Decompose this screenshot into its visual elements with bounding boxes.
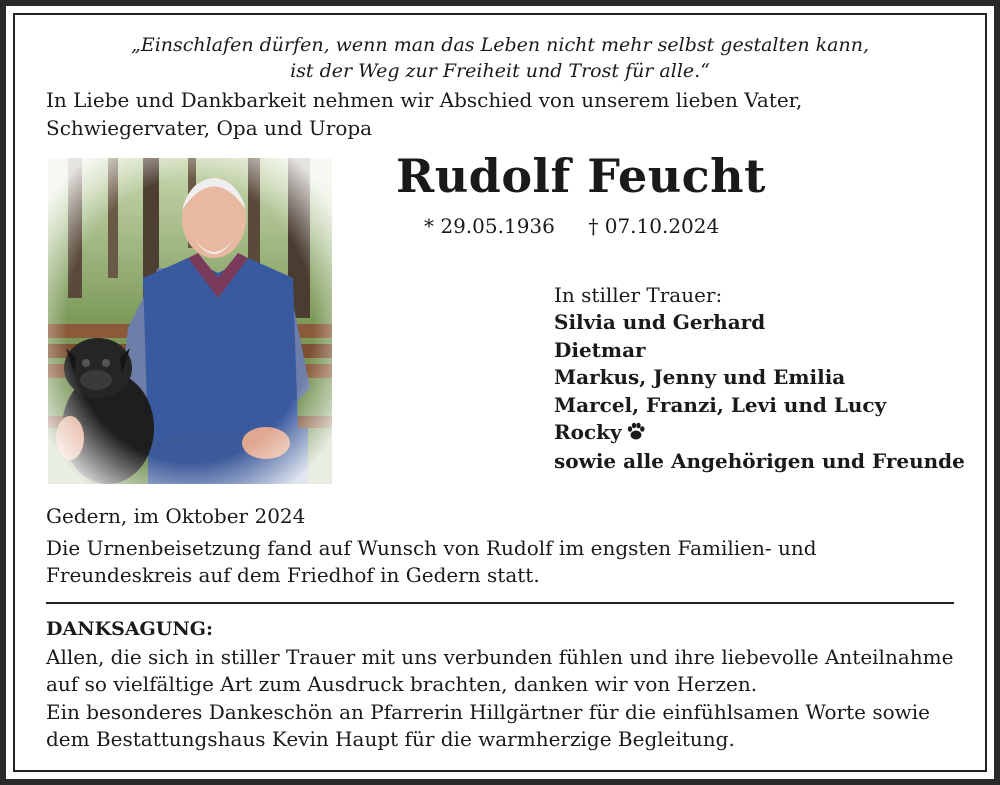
birth-date: * 29.05.1936	[424, 214, 555, 238]
death-date: † 07.10.2024	[588, 214, 720, 238]
motto-line-2: ist der Weg zur Freiheit und Trost für alle.“	[290, 60, 710, 82]
mourners-heading: In stiller Trauer:	[554, 283, 723, 307]
motto-quote	[6, 32, 994, 84]
mourners-block	[554, 282, 965, 476]
mourner-name: Silvia und Gerhard	[554, 310, 766, 335]
place-date: Gedern, im Oktober 2024	[46, 504, 306, 528]
acknowledgement-text	[46, 644, 966, 754]
paw-icon	[626, 421, 646, 448]
obituary-notice	[6, 6, 994, 779]
life-dates	[424, 212, 719, 240]
deceased-name: Rudolf Feucht	[396, 149, 766, 203]
acknowledgement-paragraph-2: Ein besonderes Dankeschön an Pfarrerin Hillgärtner für die einfühlsamen Worte sowie dem Bestattungshaus Kevin Haupt für die warmherzige Begleitung.	[46, 699, 931, 752]
acknowledgement-paragraph-1: Allen, die sich in stiller Trauer mit uns verbunden fühlen und ihre liebevolle Anteilnahme auf so vielfältige Art zum Ausdruck brachten, danken wir von Herzen.	[46, 645, 954, 697]
mourner-name: Rocky	[554, 420, 622, 445]
intro-text: In Liebe und Dankbarkeit nehmen wir Abschied von unserem lieben Vater, Schwiegervater, Opa und Uropa	[46, 88, 803, 140]
mourner-name: sowie alle Angehörigen und Freunde	[554, 449, 965, 474]
motto-line-1: „Einschlafen dürfen, wenn man das Leben nicht mehr selbst gestalten kann,	[130, 34, 869, 56]
mourner-name: Markus, Jenny und Emilia	[554, 365, 846, 390]
mourner-name: Marcel, Franzi, Levi und Lucy	[554, 392, 887, 417]
urn-notice: Die Urnenbeisetzung fand auf Wunsch von Rudolf im engsten Familien- und Freundeskreis auf dem Friedhof in Gedern statt.	[46, 536, 817, 587]
divider	[46, 602, 954, 604]
mourner-name-rocky	[554, 419, 965, 448]
portrait-photo	[48, 158, 332, 484]
mourner-name: Dietmar	[554, 337, 646, 362]
acknowledgement-heading: DANKSAGUNG:	[46, 618, 213, 640]
